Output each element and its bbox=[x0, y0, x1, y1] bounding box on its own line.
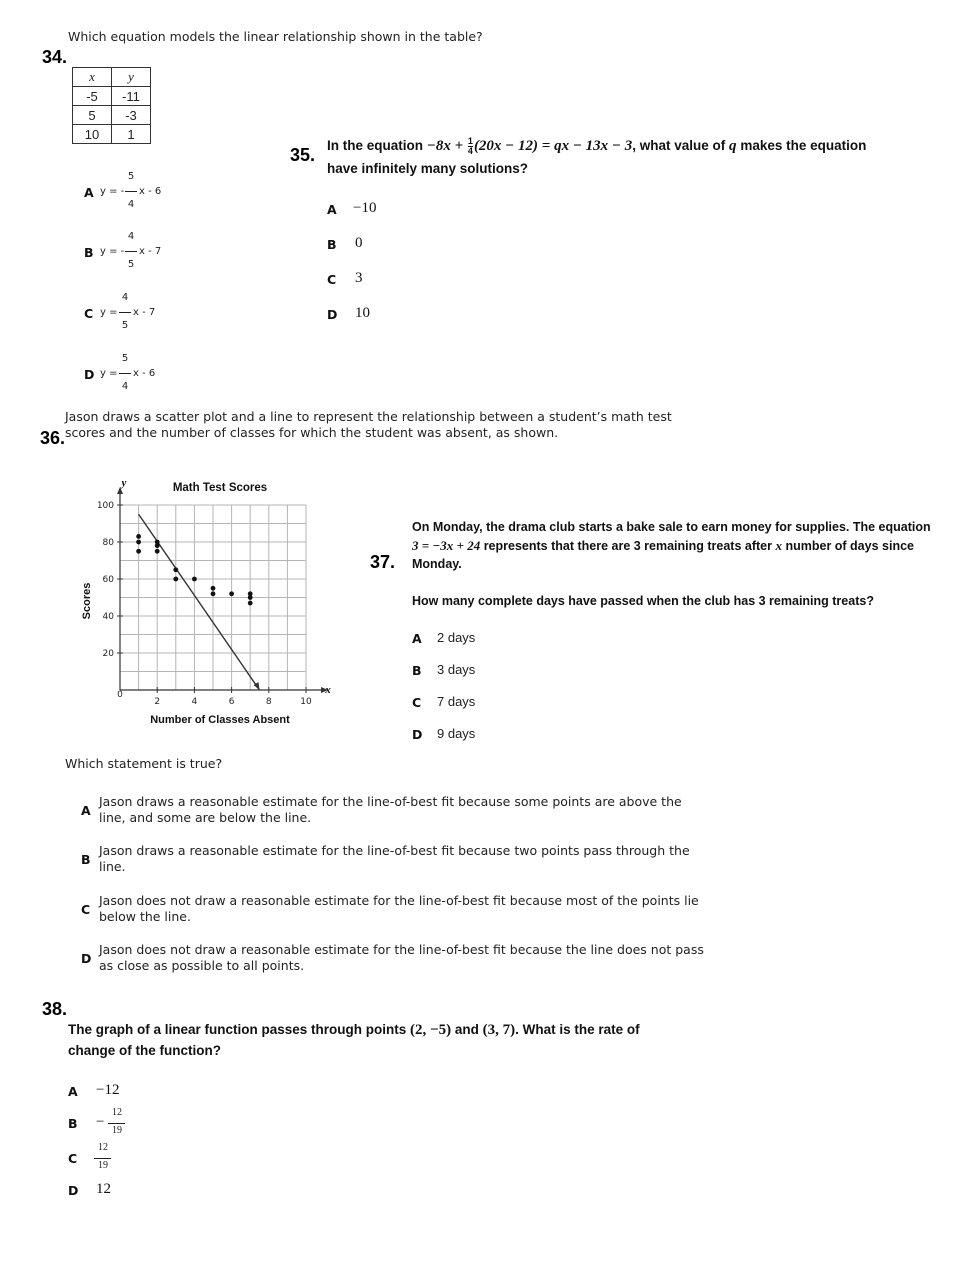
q35-stem-line1 bbox=[327, 137, 866, 156]
data-point bbox=[136, 540, 141, 545]
option-letter: C bbox=[81, 902, 91, 917]
option-text-line2: line, and some are below the line. bbox=[99, 810, 312, 825]
fraction-numerator: 5 bbox=[121, 353, 129, 364]
q37-stem-text: represents that there are 3 remaining treats after bbox=[483, 539, 772, 553]
y-axis-letter: y bbox=[121, 477, 127, 489]
q37-x-variable: x bbox=[775, 538, 782, 553]
q35-q-variable: q bbox=[729, 138, 737, 155]
data-point bbox=[155, 549, 160, 554]
q34-number: 34. bbox=[42, 47, 68, 67]
fraction-denominator: 4 bbox=[121, 381, 129, 392]
fraction-numerator: 4 bbox=[127, 231, 135, 242]
q37-stem-line1: On Monday, the drama club starts a bake sale to earn money for supplies. The equation bbox=[412, 520, 931, 534]
option-prefix: y = bbox=[100, 368, 118, 379]
option-letter: B bbox=[327, 237, 337, 252]
option-letter: B bbox=[81, 852, 91, 867]
option-value: 3 bbox=[355, 270, 363, 286]
option-suffix: x - 6 bbox=[139, 186, 162, 197]
data-point bbox=[155, 540, 160, 545]
y-tick-label: 80 bbox=[102, 538, 114, 548]
option-letter: C bbox=[68, 1151, 78, 1166]
chart-axes bbox=[117, 487, 328, 693]
y-tick-labels bbox=[97, 501, 123, 659]
q38-stem-end: . What is the rate of bbox=[515, 1022, 640, 1037]
option-text-line2: line. bbox=[99, 859, 126, 874]
option-letter: A bbox=[81, 803, 91, 818]
q37-stem-line3: Monday. bbox=[412, 557, 462, 571]
option-text-line1: Jason draws a reasonable estimate for the line-of-best fit because two points pass through the bbox=[99, 843, 690, 858]
option-text-line1: Jason does not draw a reasonable estimate for the line-of-best fit because most of the points lie bbox=[99, 893, 699, 908]
option-letter: D bbox=[327, 307, 338, 322]
q37-stem-end: number of days since bbox=[785, 539, 914, 553]
q38-stem-start: The graph of a linear function passes through points bbox=[68, 1022, 407, 1037]
option-value: 7 days bbox=[437, 694, 476, 709]
option-prefix: y = - bbox=[100, 186, 125, 197]
fraction-bar bbox=[125, 251, 137, 252]
fraction-numerator: 5 bbox=[127, 171, 135, 182]
q37-question: How many complete days have passed when the club has 3 remaining treats? bbox=[412, 594, 874, 608]
fraction-denominator: 5 bbox=[121, 320, 129, 331]
x-tick-label: 10 bbox=[300, 697, 312, 707]
option-letter: C bbox=[84, 306, 94, 321]
data-point bbox=[248, 591, 253, 596]
option-letter: A bbox=[412, 631, 422, 646]
q35-stem-end: makes the equation bbox=[740, 138, 867, 154]
y-tick-label: 40 bbox=[102, 612, 114, 622]
option-text-line1: Jason draws a reasonable estimate for the line-of-best fit because some points are above the bbox=[99, 794, 682, 809]
table-header-x: x bbox=[73, 68, 112, 87]
x-tick-label: 2 bbox=[154, 697, 161, 707]
option-letter: C bbox=[327, 272, 337, 287]
x-tick-label: 4 bbox=[191, 697, 198, 707]
option-text-line2: below the line. bbox=[99, 909, 191, 924]
option-letter: D bbox=[81, 951, 92, 966]
q37-equation: 3 = −3x + 24 bbox=[412, 538, 481, 553]
q37-stem-line2 bbox=[412, 538, 914, 554]
y-axis-label: Scores bbox=[81, 582, 93, 620]
y-tick-label: 60 bbox=[102, 575, 114, 585]
option-letter: A bbox=[68, 1084, 78, 1099]
fraction-denominator: 5 bbox=[127, 259, 135, 270]
fraction-numerator: 12 bbox=[112, 1107, 122, 1118]
fraction-denominator: 4 bbox=[467, 146, 473, 156]
option-value: 2 days bbox=[437, 630, 476, 645]
q35-stem-start: In the equation bbox=[327, 138, 423, 154]
q36-stem-line2: scores and the number of classes for which the student was absent, as shown. bbox=[65, 425, 559, 440]
data-point bbox=[229, 591, 234, 596]
option-prefix: y = - bbox=[100, 246, 125, 257]
q38-stem-line1 bbox=[68, 1022, 640, 1039]
data-point bbox=[211, 591, 216, 596]
option-letter: D bbox=[412, 727, 423, 742]
fraction-numerator: 12 bbox=[98, 1142, 108, 1153]
fraction-denominator: 19 bbox=[112, 1125, 122, 1136]
data-point bbox=[173, 567, 178, 572]
q36-stem-line1: Jason draws a scatter plot and a line to represent the relationship between a student’s math test bbox=[65, 409, 672, 424]
q34-table bbox=[72, 67, 151, 144]
table-cell: 1 bbox=[112, 125, 151, 144]
option-suffix: x - 6 bbox=[133, 368, 156, 379]
option-suffix: x - 7 bbox=[139, 246, 162, 257]
fraction-bar bbox=[119, 373, 131, 374]
x-tick-label: 6 bbox=[228, 697, 235, 707]
data-point bbox=[136, 549, 141, 554]
option-value: 10 bbox=[355, 305, 370, 321]
option-text-line2: as close as possible to all points. bbox=[99, 958, 305, 973]
option-value: −12 bbox=[96, 1082, 120, 1098]
table-cell: 10 bbox=[73, 125, 112, 144]
fraction-bar bbox=[108, 1123, 125, 1124]
q34-stem: Which equation models the linear relationship shown in the table? bbox=[68, 29, 483, 44]
q38-and: and bbox=[454, 1022, 479, 1037]
q38-stem-line2: change of the function? bbox=[68, 1043, 221, 1058]
option-value: 12 bbox=[96, 1181, 111, 1197]
fraction-bar bbox=[94, 1158, 111, 1159]
y-tick-label: 20 bbox=[102, 649, 114, 659]
chart-title: Math Test Scores bbox=[172, 482, 268, 494]
fraction-bar bbox=[125, 191, 137, 192]
q35-fraction bbox=[468, 137, 473, 156]
q38-point-2: (3, 7) bbox=[482, 1022, 516, 1038]
fraction-denominator: 19 bbox=[98, 1160, 108, 1171]
q35-stem-mid: , what value of bbox=[632, 138, 726, 154]
y-tick-label: 100 bbox=[96, 501, 114, 511]
q36-number: 36. bbox=[40, 428, 66, 448]
data-point bbox=[211, 586, 216, 591]
chart-grid bbox=[120, 505, 306, 690]
option-letter: C bbox=[412, 695, 422, 710]
x-axis-label: Number of Classes Absent bbox=[150, 714, 290, 726]
x-tick-label: 8 bbox=[265, 697, 272, 707]
data-point bbox=[192, 577, 197, 582]
option-letter: B bbox=[412, 663, 422, 678]
data-point bbox=[248, 601, 253, 606]
q35-eq-right: (20x − 12) = qx − 13x − 3 bbox=[473, 138, 633, 155]
option-suffix: x - 7 bbox=[133, 307, 156, 318]
option-letter: B bbox=[68, 1116, 78, 1131]
option-sign: − bbox=[96, 1114, 105, 1130]
option-letter: A bbox=[327, 202, 337, 217]
fraction-numerator: 1 bbox=[467, 136, 473, 146]
option-letter: D bbox=[84, 367, 95, 382]
option-value: −10 bbox=[353, 200, 377, 216]
option-letter: D bbox=[68, 1183, 79, 1198]
q37-number: 37. bbox=[370, 552, 396, 572]
q38-point-1: (2, −5) bbox=[410, 1022, 452, 1038]
table-cell: -5 bbox=[73, 87, 112, 106]
q35-number: 35. bbox=[290, 145, 316, 165]
q35-stem-line2: have infinitely many solutions? bbox=[327, 161, 529, 176]
table-header-y: y bbox=[112, 68, 151, 87]
option-value: 3 days bbox=[437, 662, 476, 677]
q35-eq-left: −8x + bbox=[426, 138, 464, 155]
option-text-line1: Jason does not draw a reasonable estimate for the line-of-best fit because the line does not pass bbox=[99, 942, 704, 957]
fraction-bar bbox=[119, 312, 131, 313]
q38-number: 38. bbox=[42, 999, 68, 1019]
fraction-denominator: 4 bbox=[127, 199, 135, 210]
option-value: 0 bbox=[355, 235, 363, 251]
data-point bbox=[173, 577, 178, 582]
scatter-plot bbox=[70, 470, 340, 730]
data-point bbox=[136, 534, 141, 539]
q36-question: Which statement is true? bbox=[65, 756, 223, 771]
fraction-numerator: 4 bbox=[121, 292, 129, 303]
origin-label: 0 bbox=[117, 690, 123, 700]
option-prefix: y = bbox=[100, 307, 118, 318]
x-axis-letter: x bbox=[325, 684, 331, 696]
option-value: 9 days bbox=[437, 726, 476, 741]
option-letter: B bbox=[84, 245, 94, 260]
table-cell: 5 bbox=[73, 106, 112, 125]
table-cell: -3 bbox=[112, 106, 151, 125]
option-letter: A bbox=[84, 185, 94, 200]
table-cell: -11 bbox=[112, 87, 151, 106]
